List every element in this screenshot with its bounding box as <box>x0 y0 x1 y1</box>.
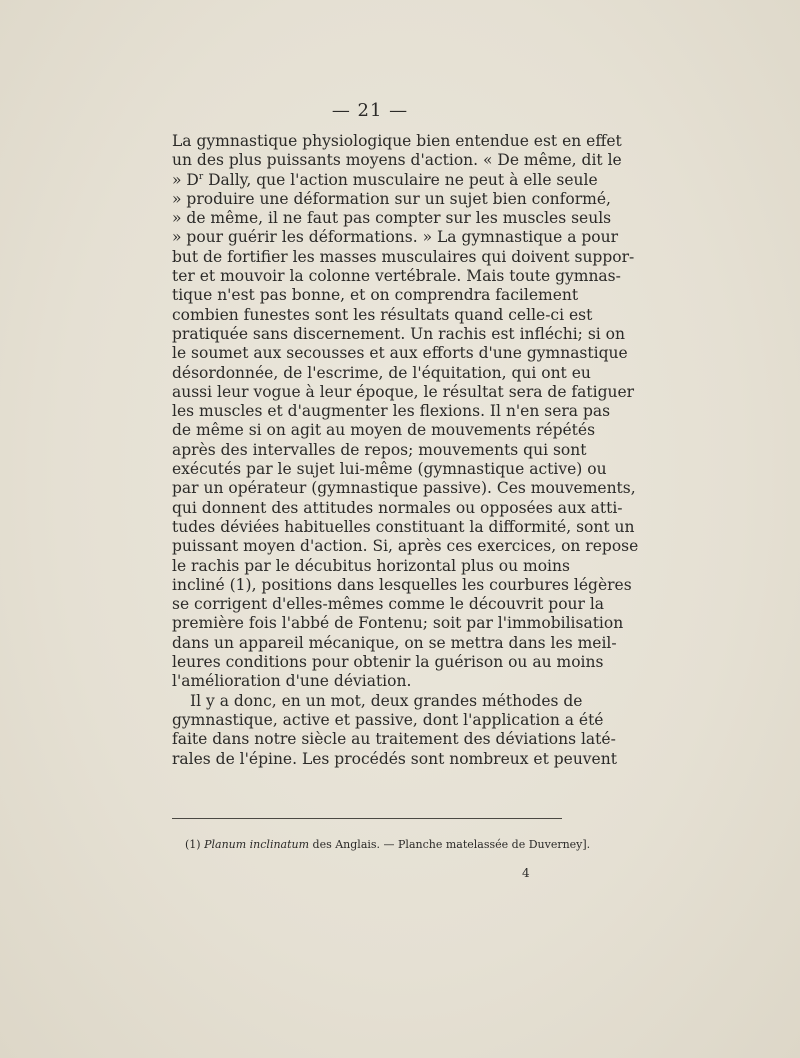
text-line: La gymnastique physiologique bien entendue est en effet <box>172 132 622 150</box>
text-line: qui donnent des attitudes normales ou opposées aux atti- <box>172 498 623 517</box>
text-fragment: » D <box>172 170 199 189</box>
text-line: ter et mouvoir la colonne vertébrale. Mais toute gymnas- <box>172 267 621 286</box>
text-line: se corrigent d'elles-mêmes comme le découvrit pour la <box>172 595 605 614</box>
text-line: tudes déviées habituelles constituant la difformité, sont un <box>172 517 635 536</box>
text-line: » de même, il ne faut pas compter sur les muscles seuls <box>172 209 612 228</box>
text-fragment: Dally, que l'action musculaire ne peut à elle seule <box>203 170 598 189</box>
text-line: exécutés par le sujet lui-même (gymnastique active) ou <box>172 460 607 479</box>
text-line: » pour guérir les déformations. » La gymnastique a pour <box>172 228 619 247</box>
page-number: — 21 — <box>331 100 409 121</box>
text-line: rales de l'épine. Les procédés sont nombreux et peuvent <box>172 749 617 768</box>
text-line: les muscles et d'augmenter les flexions. Il n'en sera pas <box>172 402 611 421</box>
superscript: r <box>198 171 204 182</box>
text-line: aussi leur vogue à leur époque, le résultat sera de fatiguer <box>172 382 635 401</box>
text-line: après des intervalles de repos; mouvements qui sont <box>172 440 587 459</box>
text-line: le rachis par le décubitus horizontal plus ou moins <box>172 556 570 575</box>
footnote <box>185 838 591 851</box>
footnote-italic: Planum inclinatum <box>204 838 310 851</box>
text-line: faite dans notre siècle au traitement des déviations laté- <box>172 730 616 749</box>
text-line: incliné (1), positions dans lesquelles les courbures légères <box>172 575 632 594</box>
text-line: combien funestes sont les résultats quand celle-ci est <box>172 305 593 324</box>
text-line: gymnastique, active et passive, dont l'application a été <box>172 710 604 729</box>
signature-mark: 4 <box>522 866 530 880</box>
text-line: désordonnée, de l'escrime, de l'équitation, qui ont eu <box>172 363 591 382</box>
text-line: puissant moyen d'action. Si, après ces exercices, on repose <box>172 537 639 556</box>
text-line: but de fortifier les masses musculaires qui doivent suppor- <box>172 247 635 266</box>
text-line: par un opérateur (gymnastique passive). Ces mouvements, <box>172 479 636 498</box>
text-line: le soumet aux secousses et aux efforts d'une gymnastique <box>172 344 628 363</box>
text-line: première fois l'abbé de Fontenu; soit par l'immobilisation <box>172 614 624 633</box>
text-line: tique n'est pas bonne, et on comprendra facilement <box>172 286 579 305</box>
footnote-rule <box>172 818 562 819</box>
text-line: dans un appareil mécanique, on se mettra dans les meil- <box>172 633 617 652</box>
text-line: un des plus puissants moyens d'action. « De même, dit le <box>172 151 622 170</box>
text-line: » produire une déformation sur un sujet bien conformé, <box>172 189 611 208</box>
body-text <box>172 132 639 769</box>
text-line: leures conditions pour obtenir la guérison ou au moins <box>172 653 604 672</box>
text-line: l'amélioration d'une déviation. <box>172 672 412 691</box>
footnote-text: des Anglais. — Planche matelassée de Duverney]. <box>309 838 591 851</box>
text-line: pratiquée sans discernement. Un rachis est infléchi; si on <box>172 324 625 343</box>
text-line: de même si on agit au moyen de mouvements répétés <box>172 421 596 440</box>
text-line: Il y a donc, en un mot, deux grandes méthodes de <box>190 691 583 710</box>
text-line <box>172 170 598 190</box>
footnote-marker: (1) <box>185 838 201 851</box>
